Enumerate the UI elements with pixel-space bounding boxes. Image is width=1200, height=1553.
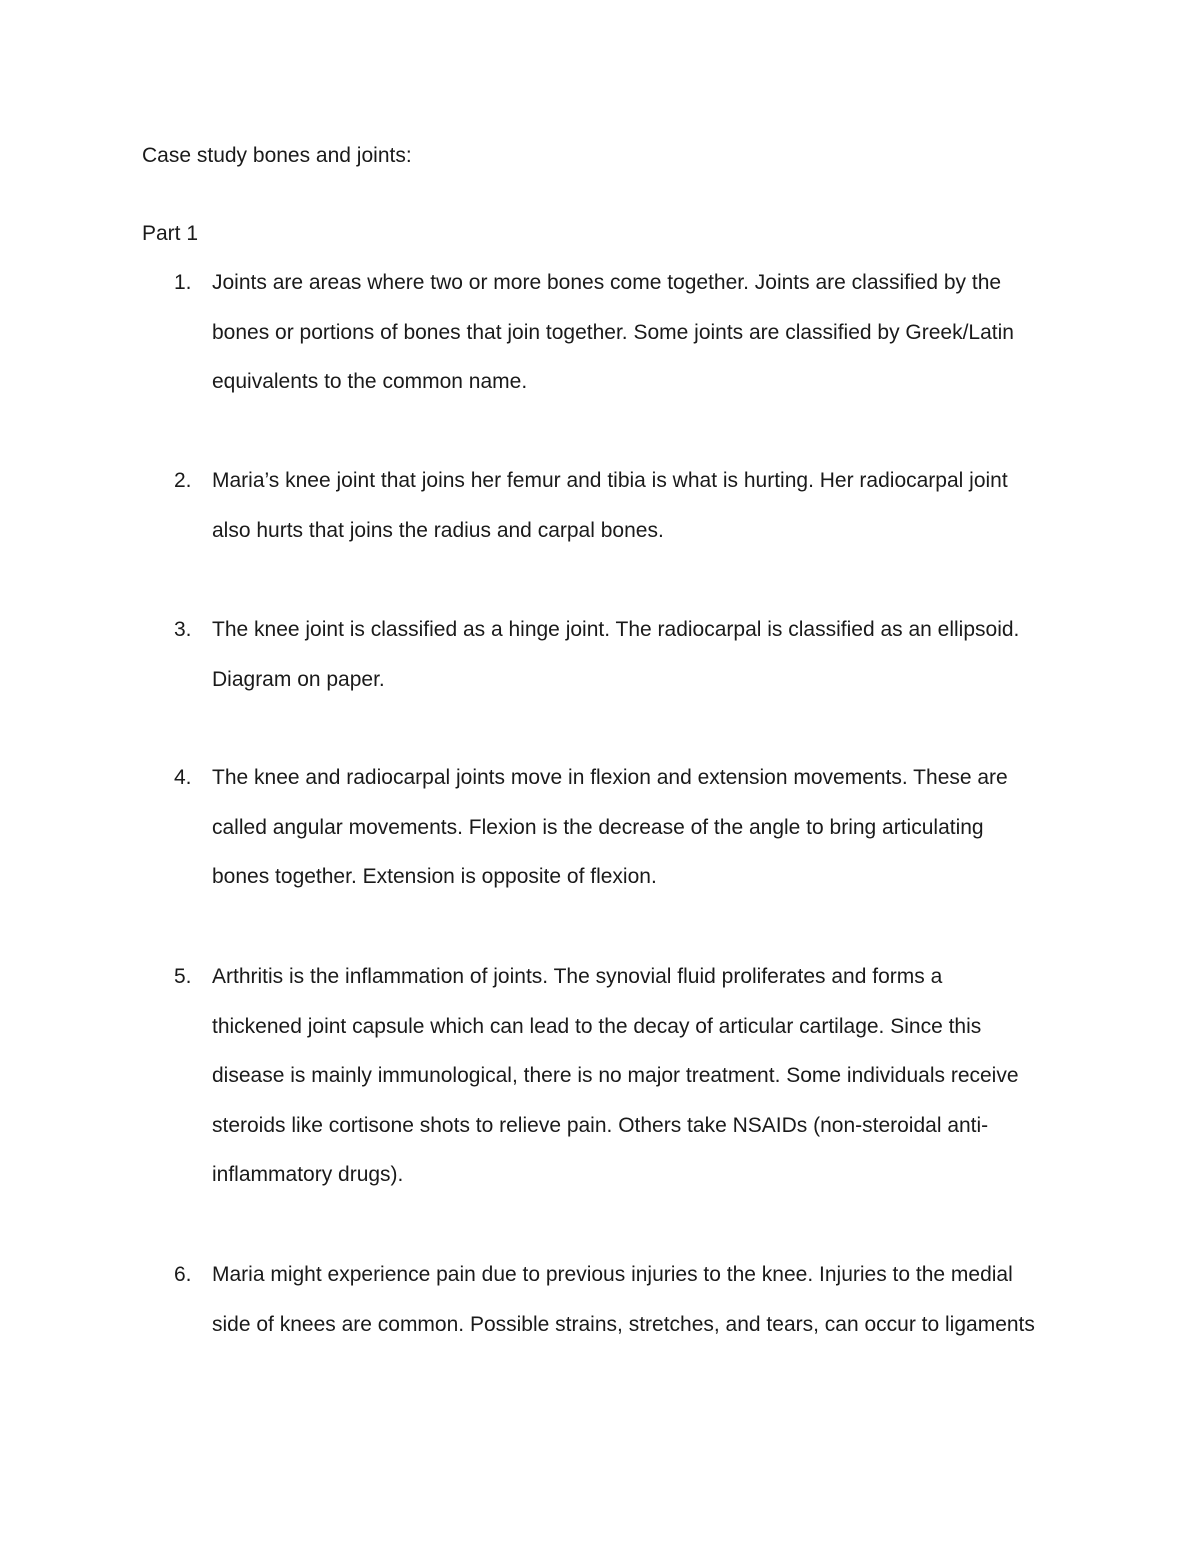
text-line: The knee joint is classified as a hinge joint. The radiocarpal is classified as an ellipsoid. [212,618,1020,641]
text-line: disease is mainly immunological, there is no major treatment. Some individuals receive [212,1064,1019,1088]
item-text [212,952,1072,1200]
item-number: 6. [174,1263,192,1286]
text-line: side of knees are common. Possible strains, stretches, and tears, can occur to ligaments [212,1312,1035,1336]
text-line: Maria might experience pain due to previous injuries to the knee. Injuries to the medial [212,1263,1013,1286]
text-line: also hurts that joins the radius and carpal bones. [212,518,664,542]
text-line: thickened joint capsule which can lead to the decay of articular cartilage. Since this [212,1014,982,1038]
item-number: 5. [174,965,192,988]
item-text [212,753,1072,902]
item-number: 1. [174,271,192,294]
text-line: equivalents to the common name. [212,370,528,394]
text-line: The knee and radiocarpal joints move in flexion and extension movements. These are [212,766,1008,789]
text-line: steroids like cortisone shots to relieve pain. Others take NSAIDs (non-steroidal anti- [212,1113,989,1137]
item-number: 2. [174,469,192,492]
document-title: Case study bones and joints: [142,144,412,167]
item-text [212,456,1072,555]
text-line: bones together. Extension is opposite of flexion. [212,865,657,889]
text-line: Diagram on paper. [212,667,385,691]
item-text [212,258,1072,407]
text-line: called angular movements. Flexion is the decrease of the angle to bring articulating [212,815,984,839]
item-number: 3. [174,618,192,641]
text-line: bones or portions of bones that join together. Some joints are classified by Greek/Latin [212,320,1014,344]
item-text [212,605,1072,704]
item-number: 4. [174,766,192,789]
part-heading: Part 1 [142,222,199,245]
item-text [212,1250,1072,1349]
text-line: inflammatory drugs). [212,1163,404,1187]
text-line: Maria’s knee joint that joins her femur and tibia is what is hurting. Her radiocarpal joint [212,469,1008,492]
text-line: Joints are areas where two or more bones come together. Joints are classified by the [212,271,1002,294]
text-line: Arthritis is the inflammation of joints. The synovial fluid proliferates and forms a [212,965,943,988]
